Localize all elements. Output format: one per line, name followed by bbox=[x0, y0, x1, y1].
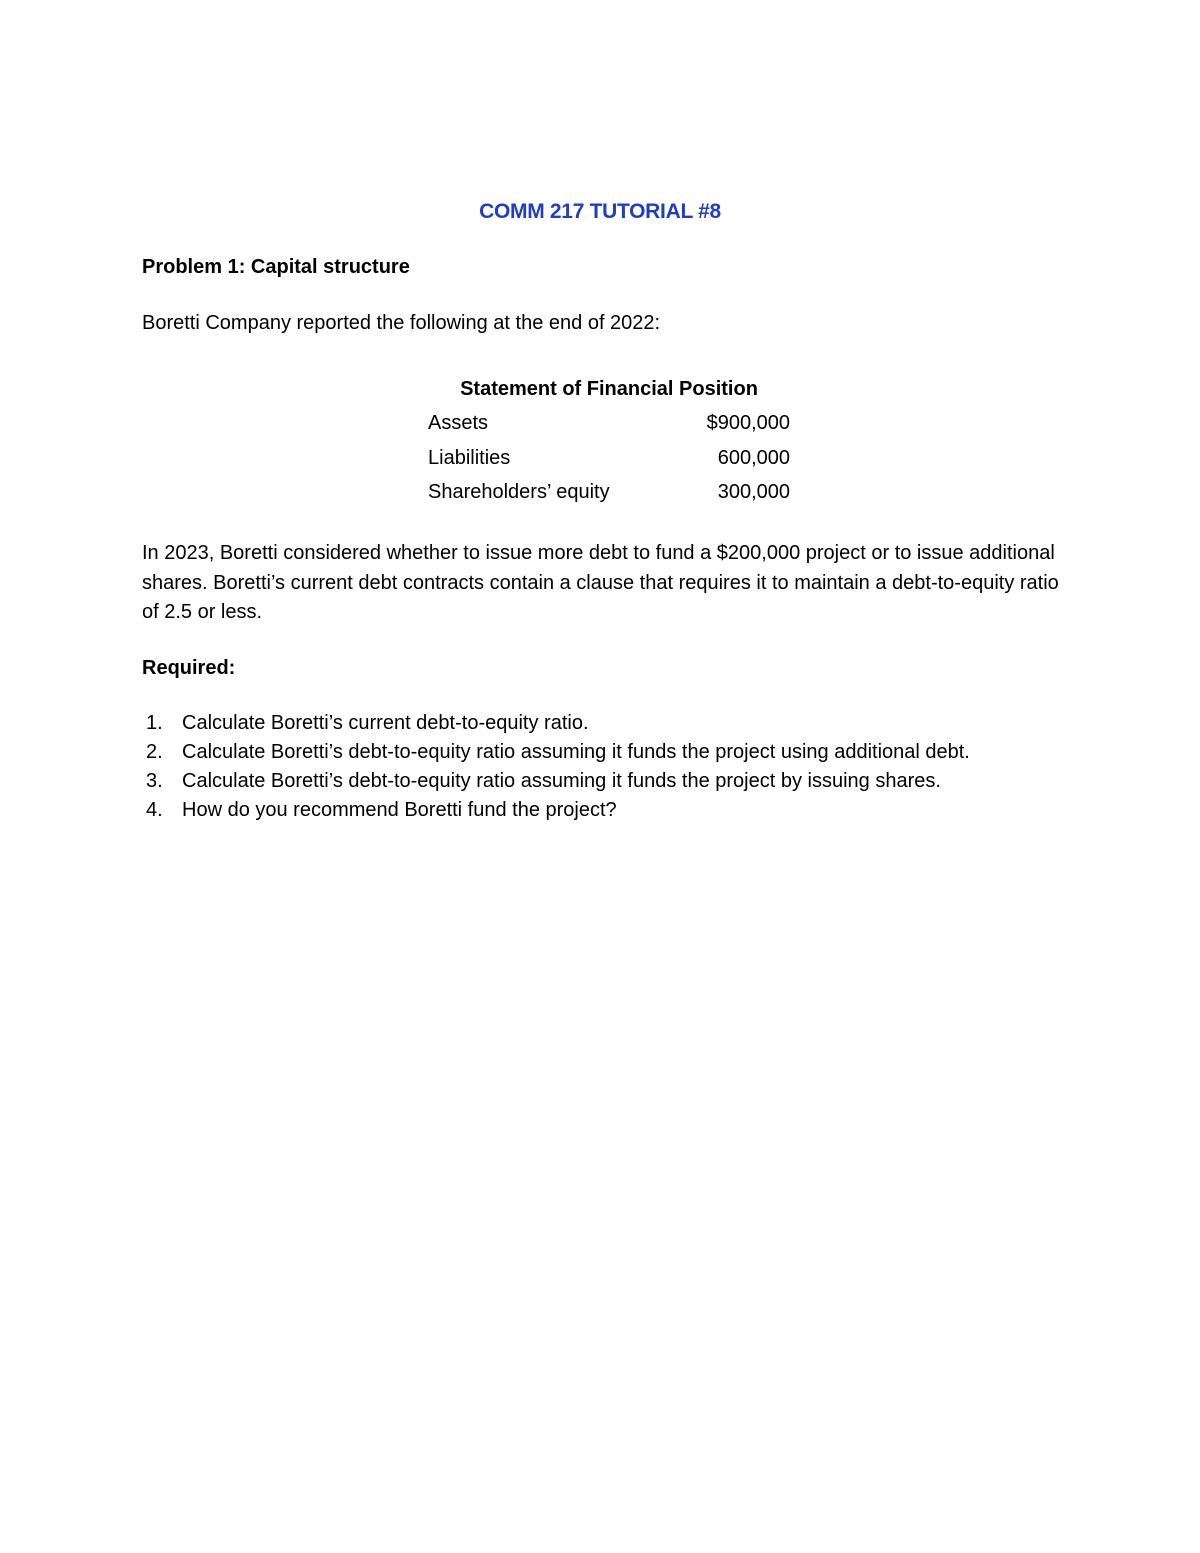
row-amount: $900,000 bbox=[706, 412, 790, 434]
required-heading: Required: bbox=[142, 657, 236, 679]
intro-text: Boretti Company reported the following at the end of 2022: bbox=[142, 312, 661, 334]
list-item-number: 4. bbox=[146, 799, 163, 821]
row-label: Assets bbox=[428, 412, 489, 434]
list-item bbox=[142, 738, 1102, 767]
list-item-text: Calculate Boretti’s current debt-to-equity ratio. bbox=[182, 712, 589, 734]
required-list bbox=[142, 709, 1102, 825]
list-item bbox=[142, 796, 1102, 825]
financial-row-liabilities bbox=[428, 443, 790, 478]
list-item-text: Calculate Boretti’s debt-to-equity ratio assuming it funds the project by issuing shares. bbox=[182, 770, 941, 792]
row-label: Liabilities bbox=[428, 446, 511, 469]
row-amount: 300,000 bbox=[717, 481, 790, 503]
problem-heading: Problem 1: Capital structure bbox=[142, 256, 410, 278]
list-item bbox=[142, 767, 1102, 796]
financial-row-assets bbox=[428, 408, 790, 443]
list-item-text: Calculate Boretti’s debt-to-equity ratio assuming it funds the project using additional debt. bbox=[182, 741, 970, 763]
financial-position-table bbox=[428, 374, 790, 512]
row-label: Shareholders’ equity bbox=[428, 481, 610, 503]
list-item-number: 3. bbox=[146, 770, 163, 792]
list-item bbox=[142, 709, 1102, 738]
list-item-number: 1. bbox=[146, 712, 163, 734]
document-title: COMM 217 TUTORIAL #8 bbox=[479, 200, 721, 223]
financial-position-title: Statement of Financial Position bbox=[460, 378, 758, 400]
list-item-text: How do you recommend Boretti fund the project? bbox=[182, 799, 617, 821]
list-item-number: 2. bbox=[146, 741, 163, 763]
financial-row-equity bbox=[428, 477, 790, 512]
body-paragraph: In 2023, Boretti considered whether to issue more debt to fund a $200,000 project or to issue additional shares. Boretti’s current debt contracts contain a clause that requires it to maintain a debt-to-equity ratio of 2.5 or less. bbox=[142, 542, 1059, 623]
row-amount: 600,000 bbox=[717, 446, 790, 469]
